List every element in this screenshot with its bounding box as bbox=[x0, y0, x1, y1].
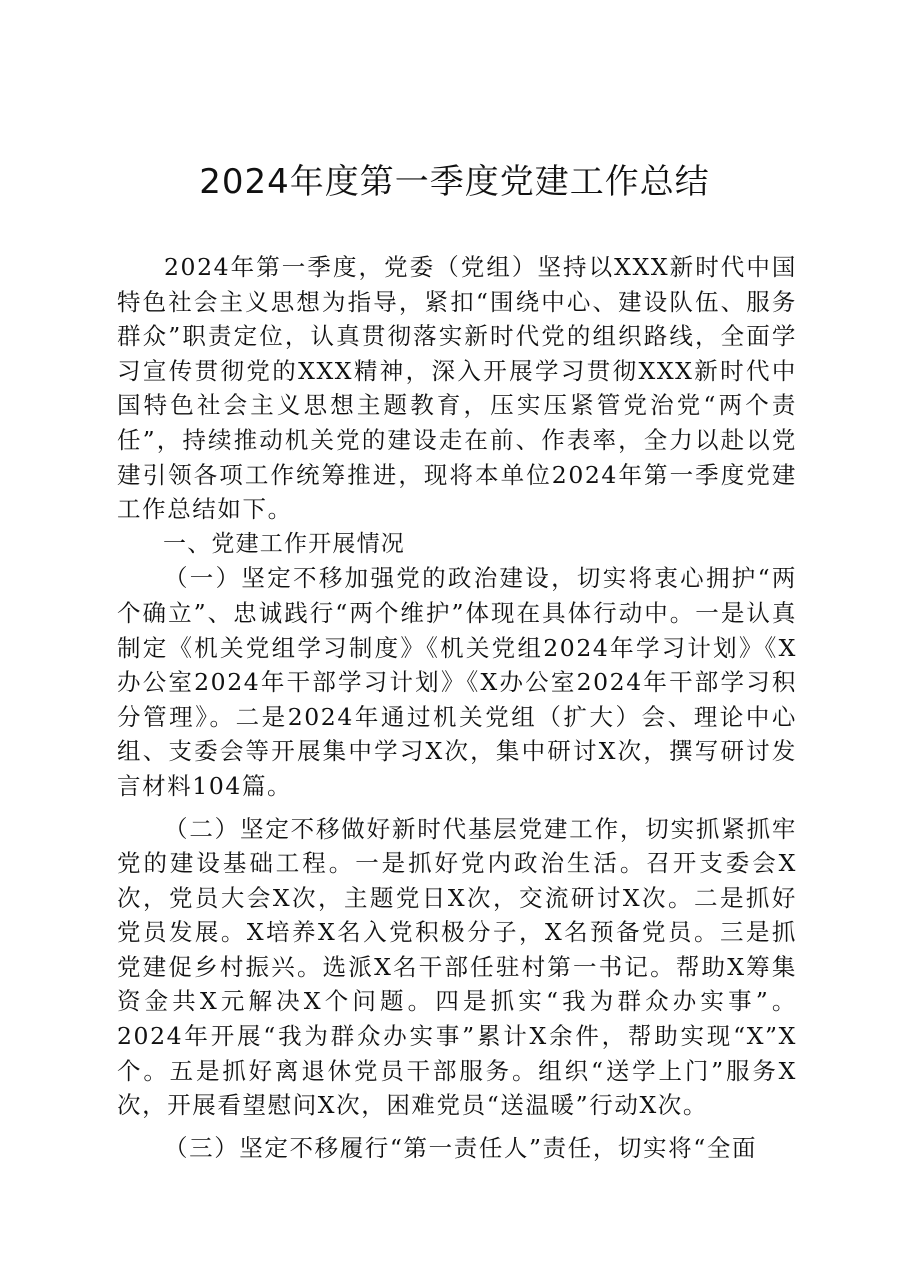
paragraph-first-responsibility: （三）坚定不移履行“第一责任人”责任，切实将“全面 bbox=[164, 1133, 758, 1162]
paragraph-political-building: （一）坚定不移加强党的政治建设，切实将衷心拥护“两个确立”、忠诚践行“两个维护”体现在具体行动中。一是认真制定《机关党组学习制度》《机关党组2024年学习计划》《X办公室2024年干部学习计划》《X办公室2024年干部学习积分管理》。二是2024年通过机关党组（扩大）会、理论中心组、支委会等开展集中学习X次，集中研讨X次，撰写研讨发言材料104篇。 bbox=[117, 564, 797, 800]
paragraph-grassroots-building: （二）坚定不移做好新时代基层党建工作，切实抓紧抓牢党的建设基础工程。一是抓好党内政治生活。召开支委会X次，党员大会X次，主题党日X次，交流研讨X次。二是抓好党员发展。X培养X名入党积极分子，X名预备党员。三是抓党建促乡村振兴。选派X名干部任驻村第一书记。帮助X筹集资金共X元解决X个问题。四是抓实“我为群众办实事”。2024年开展“我为群众办实事”累计X余件，帮助实现“X”X个。五是抓好离退休党员干部服务。组织“送学上门”服务X次，开展看望慰问X次，困难党员“送温暖”行动X次。 bbox=[117, 814, 797, 1120]
document-title: 2024年度第一季度党建工作总结 bbox=[199, 162, 710, 202]
document-body bbox=[117, 250, 797, 1165]
intro-paragraph: 2024年第一季度，党委（党组）坚持以XXX新时代中国特色社会主义思想为指导，紧扣“围绕中心、建设队伍、服务群众”职责定位，认真贯彻落实新时代党的组织路线，全面学习宣传贯彻党的XXX精神，深入开展学习贯彻XXX新时代中国特色社会主义思想主题教育，压实压紧管党治党“两个责任”，持续推动机关党的建设走在前、作表率，全力以赴以党建引领各项工作统筹推进，现将本单位2024年第一季度党建工作总结如下。 bbox=[117, 253, 797, 524]
section-heading: 一、党建工作开展情况 bbox=[163, 530, 405, 557]
